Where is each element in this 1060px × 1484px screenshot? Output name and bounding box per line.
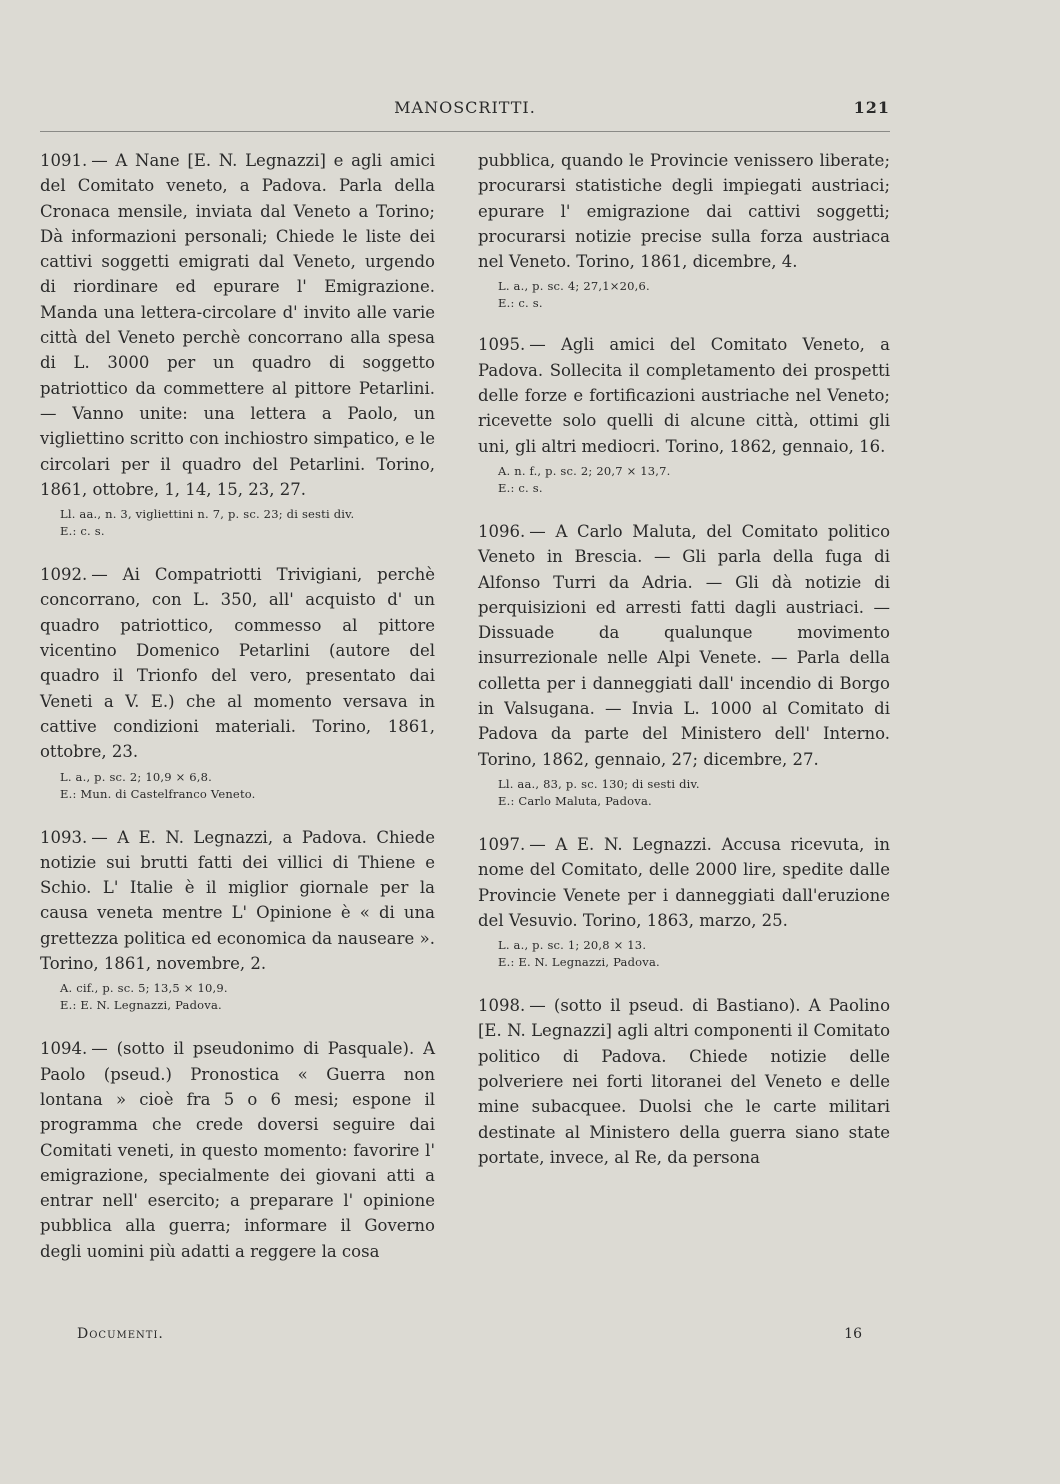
entry-provenance: E.: Carlo Maluta, Padova. [498,793,652,808]
entry-provenance: E.: c. s. [60,524,105,539]
page-footer [40,1326,890,1348]
continuation-text: pubblica, quando le Provincie venissero liberate; procurarsi statistiche degli impiegati austriaci; epurare l' emigrazione dai cattivi soggetti; procurarsi notizie precise sulla forza austriaca nel Veneto. Torino, 1861, dicembre, 4. [478,151,890,272]
entry-number: 1097. [478,834,526,854]
entry-1097 [478,832,890,971]
entry-1092 [40,562,435,802]
right-column [478,148,890,1192]
page-number: 121 [853,98,890,117]
entry-text: — A E. N. Legnazzi. Accusa ricevuta, in nome del Comitato, delle 2000 lire, spedite dalle Provincie Venete per i danneggiati dall'eruzione del Vesuvio. Torino, 1863, marzo, 25. [478,834,890,930]
entry-provenance: E.: E. N. Legnazzi, Padova. [498,955,660,970]
entry-provenance: E.: E. N. Legnazzi, Padova. [60,998,222,1013]
entry-1091 [40,148,435,540]
entry-physical-description: L. a., p. sc. 4; 27,1⨯20,6. [498,279,650,294]
entry-text: — Ai Compatriotti Trivigiani, perchè concorrano, con L. 350, all' acquisto d' un quadro patriottico, commesso al pittore vicentino Domenico Petarlini (autore del quadro il Trionfo del vero, presentato dai Veneti a V. E.) che al momento versava in cattive condizioni materiali. Torino, 1861, ottobre, 23. [40,565,435,762]
entry-1098 [478,993,890,1170]
entry-body [40,1036,435,1264]
header-rule [40,131,890,132]
entry-body [478,832,890,933]
entry-number: 1092. [40,565,88,585]
entry-physical-description: L. a., p. sc. 1; 20,8 ⨯ 13. [498,938,647,953]
entry-1096 [478,519,890,810]
entry-physical-description: Ll. aa., n. 3, vigliettini n. 7, p. sc. 23; di sesti div. [60,507,355,522]
entry-number: 1093. [40,827,88,847]
entry-body [478,519,890,772]
entry-physical-description: Ll. aa., 83, p. sc. 130; di sesti div. [498,776,700,791]
entry-number: 1091. [40,151,88,170]
entry-number: 1095. [478,335,526,355]
entry-text: — A Carlo Maluta, del Comitato politico Veneto in Brescia. — Gli parla della fuga di Alfonso Turri da Adria. — Gli dà notizie di perquisizioni ed arresti fatti dagli austriaci. — Dissuade da qualunque movimento insurrezionale nelle Alpi Venete. — Parla della colletta per i danneggiati dall' incendio di Borgo in Valsugana. — Invia L. 1000 al Comitato di Padova da parte del Ministero dell' Interno. Torino, 1862, gennaio, 27; dicembre, 27. [478,521,890,769]
entry-text: — (sotto il pseudonimo di Pasquale). A Paolo (pseud.) Pronostica « Guerra non lontana » cioè fra 5 o 6 mesi; espone il programma che crede doversi seguire dai Comitati veneti, in questo momento: favorire l' emigrazione, specialmente dei giovani atti a entrar nell' esercito; a preparare l' opinione pubblica alla guerra; informare il Governo degli uomini più adatti a reggere la cosa [40,1039,435,1261]
entry-physical-description: L. a., p. sc. 2; 10,9 ⨯ 6,8. [60,769,213,784]
entry-text: — A E. N. Legnazzi, a Padova. Chiede notizie sui brutti fatti dei villici di Thiene e Schio. L' Italie è il miglior giornale per la causa veneta mentre L' Opinione è « di una grettezza politica ed economica da nauseare ». Torino, 1861, novembre, 2. [40,827,435,974]
entry-1094 [40,1036,435,1264]
entry-physical-description: A. cif., p. sc. 5; 13,5 ⨯ 10,9. [60,981,228,996]
entry-provenance: E.: c. s. [498,480,543,495]
entry-text: — Agli amici del Comitato Veneto, a Padova. Sollecita il completamento dei prospetti delle forze e fortificazioni austriache nel Veneto; ricevette solo quelli di alcune città, ottimi gli uni, gli altri mediocri. Torino, 1862, gennaio, 16. [478,335,890,456]
entry-body [478,993,890,1170]
entry-text: — A Nane [E. N. Legnazzi] e agli amici del Comitato veneto, a Padova. Parla della Cronaca mensile, inviata dal Veneto a Torino; Dà informazioni personali; Chiede le liste dei cattivi soggetti emigrati dal Veneto, urgendo di riordinare ed epurare l' Emigrazione. Manda una lettera-circolare d' invito alle varie città del Veneto perchè concorrano alla spesa di L. 3000 per un quadro di soggetto patriottico da commettere al pittore Petarlini. — Vanno unite: una lettera a Paolo, un vigliettino scritto con inchiostro simpatico, e le circolari per il quadro del Petarlini. Torino, 1861, ottobre, 1, 14, 15, 23, 27. [40,151,435,499]
entry-1095 [478,332,890,496]
entry-number: 1094. [40,1039,88,1059]
entry-provenance: E.: Mun. di Castelfranco Veneto. [60,786,256,801]
running-head [40,96,890,120]
signature-label: Documenti. [77,1326,164,1342]
left-column [40,148,435,1286]
entry-1094-continuation [478,148,890,312]
entry-physical-description: A. n. f., p. sc. 2; 20,7 ⨯ 13,7. [498,463,671,478]
entry-body [40,562,435,764]
entry-1093 [40,825,435,1015]
entry-text: — (sotto il pseud. di Bastiano). A Paolino [E. N. Legnazzi] agli altri componenti il Comitato politico di Padova. Chiede notizie delle polveriere nei forti litoranei del Veneto e delle mine subacquee. Duolsi che le carte militari destinate al Ministero della guerra siano state portate, invece, al Re, da persona [478,996,890,1167]
running-title: MANOSCRITTI. [394,98,536,117]
entry-number: 1098. [478,996,526,1016]
entry-provenance: E.: c. s. [498,296,543,311]
signature-number: 16 [844,1326,862,1342]
entry-body [40,825,435,977]
entry-body [478,332,890,458]
entry-number: 1096. [478,521,526,541]
entry-body [40,148,435,502]
